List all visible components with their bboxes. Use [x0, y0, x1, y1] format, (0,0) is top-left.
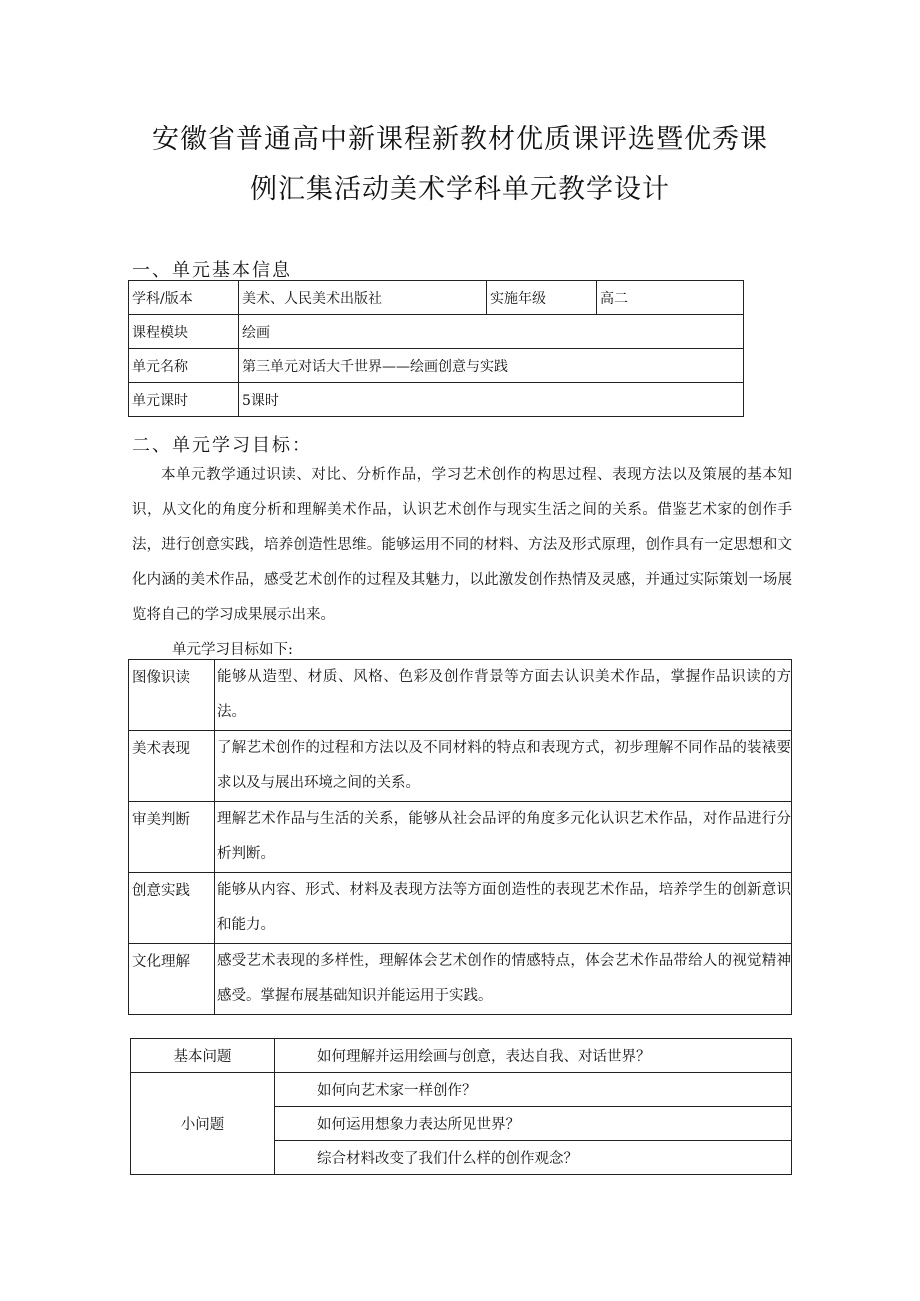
- goals-lead-text: 单元学习目标如下:: [172, 642, 293, 658]
- goal-description: 了解艺术创作的过程和方法以及不同材料的特点和表现方式，初步理解不同作品的装裱要求以及与展出环境之间的关系。: [215, 731, 792, 802]
- small-question: 如何运用想象力表达所见世界？: [275, 1107, 792, 1141]
- table-row: [129, 660, 792, 731]
- info-value-grade: 高二: [597, 281, 744, 315]
- info-value-unit-name: 第三单元对话大千世界——绘画创意与实践: [239, 349, 744, 383]
- table-row: [131, 1039, 792, 1073]
- info-value-subject: 美术、人民美术出版社: [239, 281, 487, 315]
- goal-name: 文化理解: [129, 944, 215, 1015]
- basic-info-table: [128, 280, 744, 417]
- section-heading-learning-goals: 二、单元学习目标：: [132, 435, 312, 456]
- table-row: [129, 944, 792, 1015]
- small-questions-label: 小问题: [131, 1073, 275, 1175]
- table-row: [129, 802, 792, 873]
- info-label-grade: 实施年级: [487, 281, 597, 315]
- goal-description: 感受艺术表现的多样性，理解体会艺术创作的情感特点，体会艺术作品带给人的视觉精神感受。掌握布展基础知识并能运用于实践。: [215, 944, 792, 1015]
- document-title-line-2: 例汇集活动美术学科单元教学设计: [250, 174, 670, 205]
- document-title-line-1: 安徽省普通高中新课程新教材优质课评选暨优秀课: [152, 124, 768, 155]
- info-label-module: 课程模块: [129, 315, 239, 349]
- info-label-unit-name: 单元名称: [129, 349, 239, 383]
- table-row: [129, 383, 744, 417]
- questions-table: [130, 1038, 792, 1175]
- small-question: 综合材料改变了我们什么样的创作观念？: [275, 1141, 792, 1175]
- info-value-hours: 5课时: [239, 383, 744, 417]
- goal-name: 创意实践: [129, 873, 215, 944]
- small-question: 如何向艺术家一样创作？: [275, 1073, 792, 1107]
- basic-question-text: 如何理解并运用绘画与创意，表达自我、对话世界？: [275, 1039, 792, 1073]
- info-value-module: 绘画: [239, 315, 744, 349]
- table-row: [129, 315, 744, 349]
- intro-paragraph: 本单元教学通过识读、对比、分析作品，学习艺术创作的构思过程、表现方法以及策展的基本知识，从文化的角度分析和理解美术作品，认识艺术创作与现实生活之间的关系。借鉴艺术家的创作手法，进行创意实践，培养创造性思维。能够运用不同的材料、方法及形式原理，创作具有一定思想和文化内涵的美术作品，感受艺术创作的过程及其魅力，以此激发创作热情及灵感，并通过实际策划一场展览将自己的学习成果展示出来。: [132, 467, 792, 623]
- basic-question-label: 基本问题: [131, 1039, 275, 1073]
- learning-goals-table: [128, 659, 792, 1015]
- table-row: [129, 731, 792, 802]
- table-row: [131, 1073, 792, 1107]
- goal-description: 能够从内容、形式、材料及表现方法等方面创造性的表现艺术作品，培养学生的创新意识和能力。: [215, 873, 792, 944]
- goal-description: 能够从造型、材质、风格、色彩及创作背景等方面去认识美术作品，掌握作品识读的方法。: [215, 660, 792, 731]
- table-row: [129, 873, 792, 944]
- goal-name: 美术表现: [129, 731, 215, 802]
- section-heading-basic-info: 一、单元基本信息: [132, 260, 292, 281]
- table-row: [129, 281, 744, 315]
- info-label-hours: 单元课时: [129, 383, 239, 417]
- table-row: [129, 349, 744, 383]
- goal-name: 图像识读: [129, 660, 215, 731]
- info-label-subject: 学科/版本: [129, 281, 239, 315]
- goal-name: 审美判断: [129, 802, 215, 873]
- goal-description: 理解艺术作品与生活的关系，能够从社会品评的角度多元化认识艺术作品，对作品进行分析判断。: [215, 802, 792, 873]
